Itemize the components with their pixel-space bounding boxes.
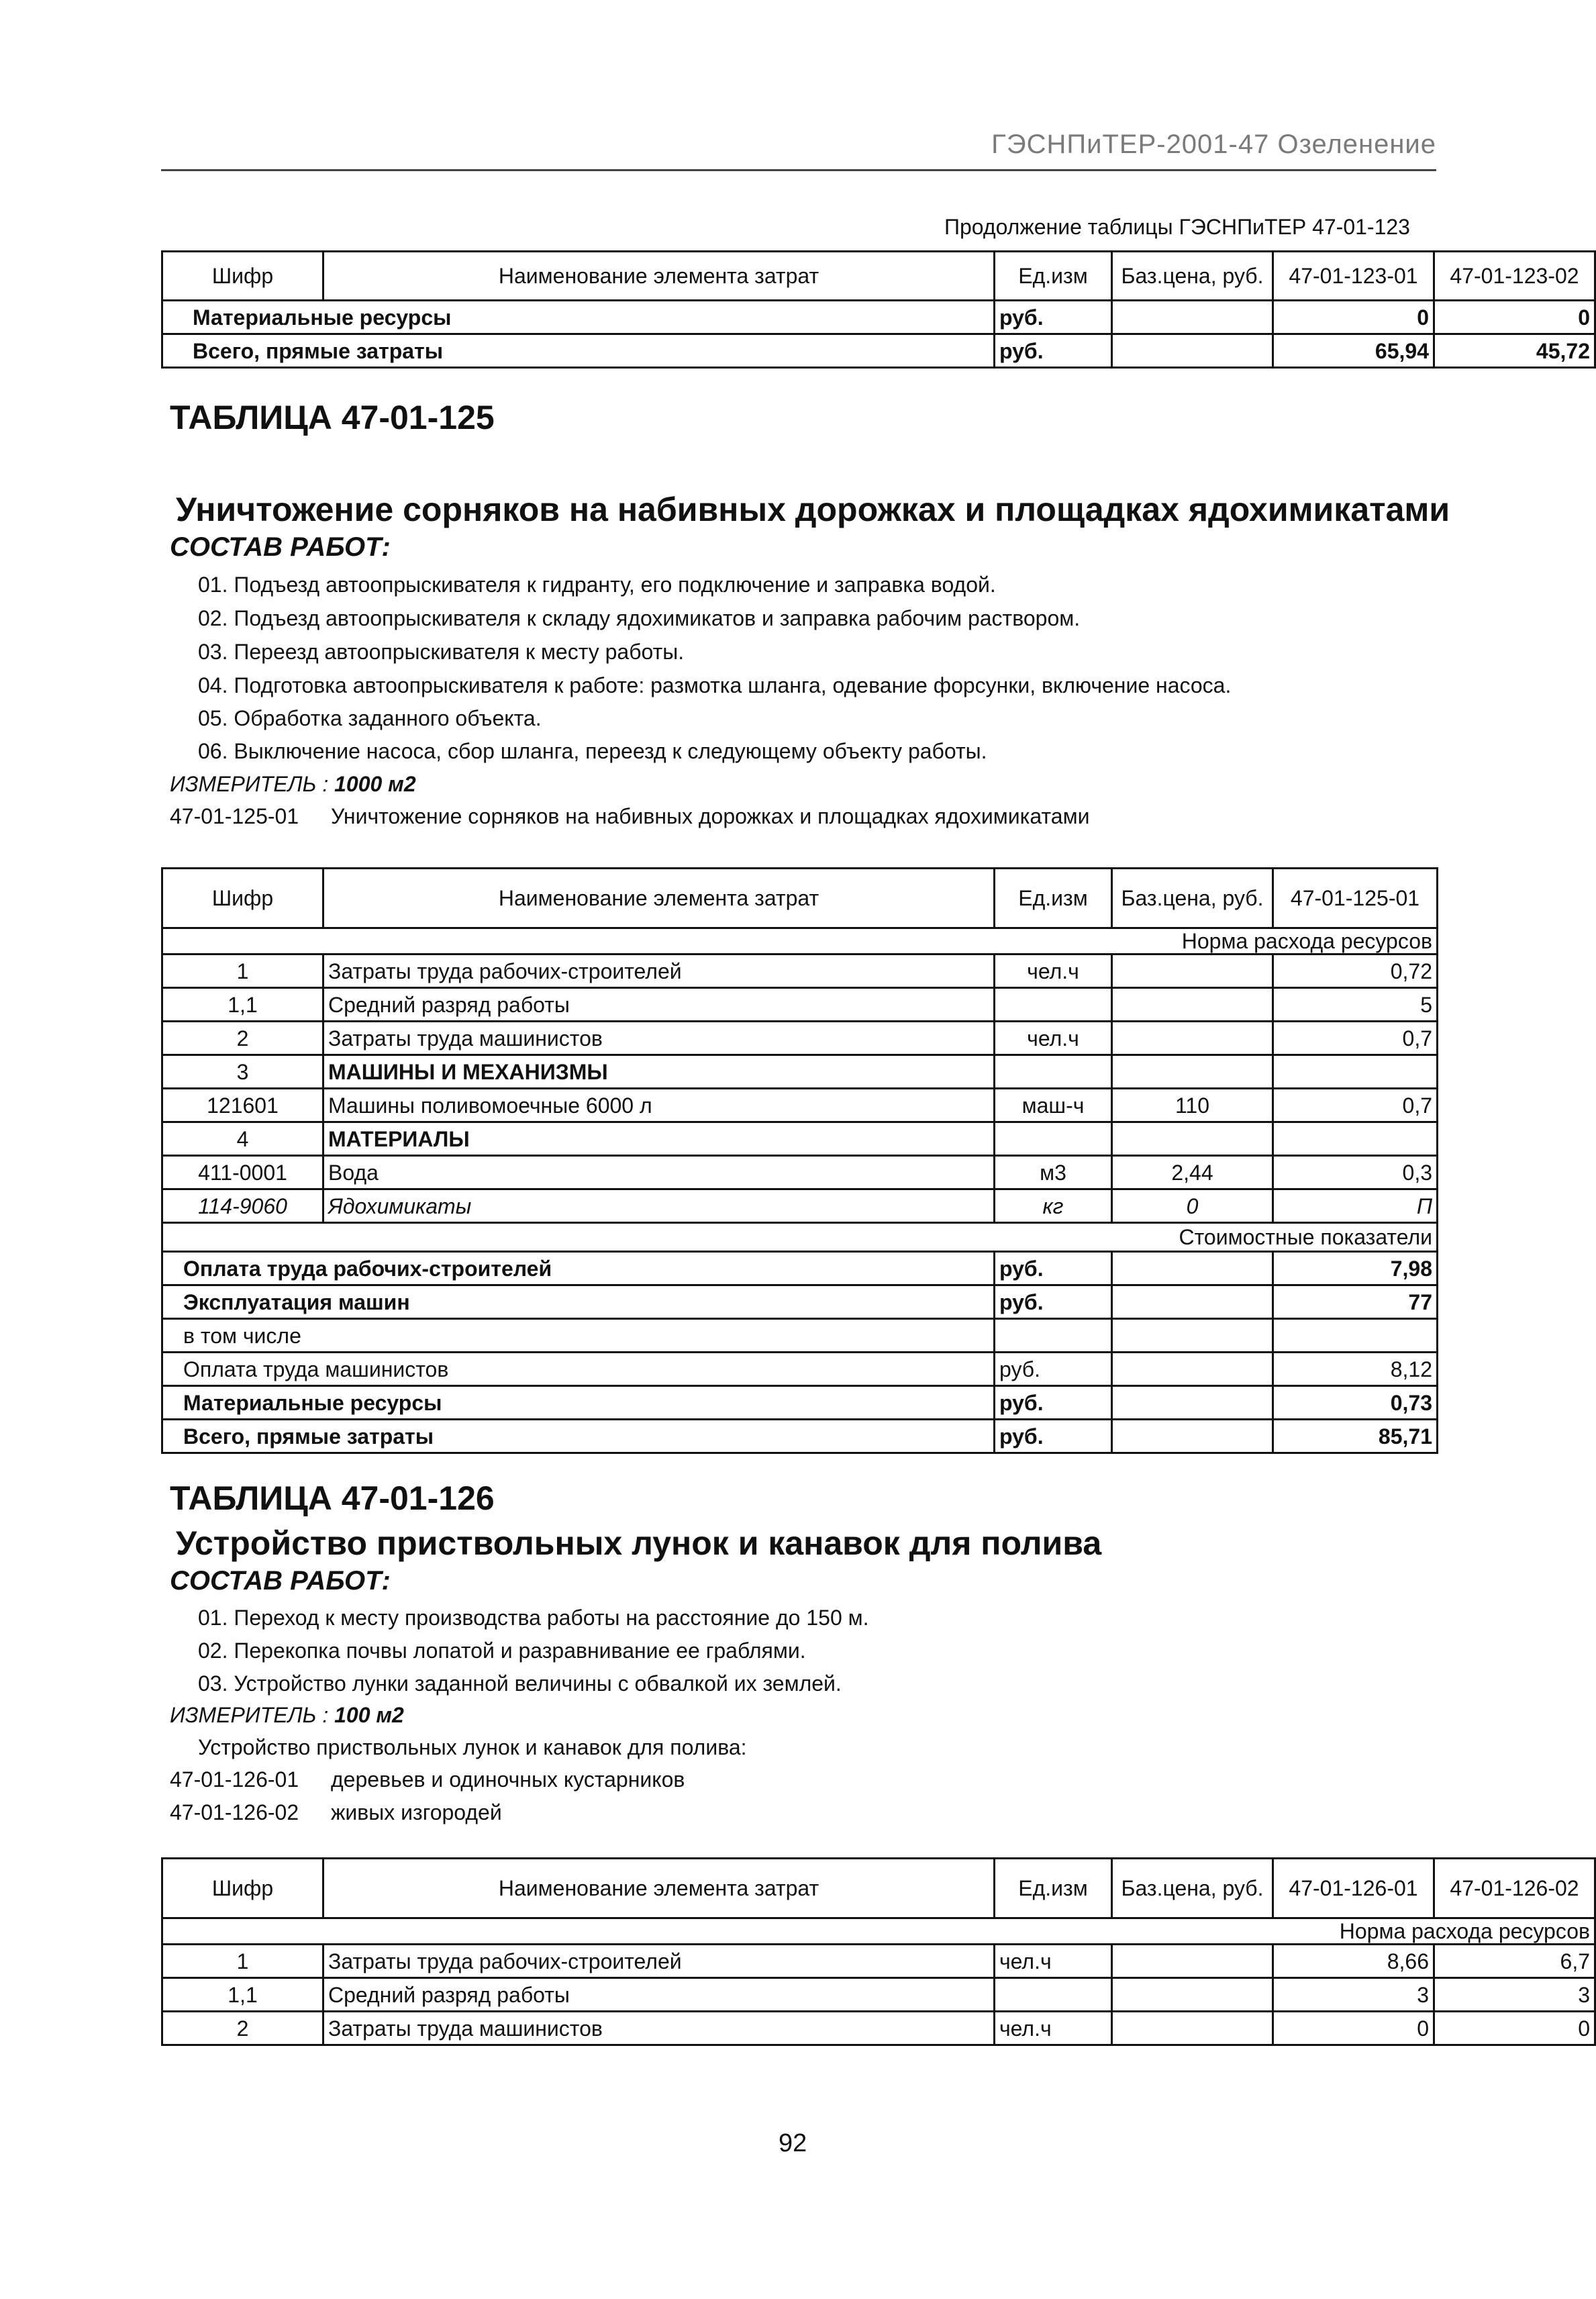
cost-value: 0,73 [1273, 1386, 1438, 1420]
table-row [162, 1022, 1438, 1055]
row-price: 110 [1112, 1089, 1273, 1122]
cost-value: 85,71 [1273, 1420, 1438, 1453]
row-price [1112, 301, 1273, 334]
row-name: Вода [323, 1156, 995, 1189]
norma-row [162, 928, 1438, 955]
cost-price [1112, 1252, 1273, 1285]
table-title: ТАБЛИЦА 47-01-125 [170, 399, 495, 436]
row-name: Ядохимикаты [323, 1189, 995, 1223]
row-value [1273, 1122, 1438, 1156]
cost-name: Всего, прямые затраты [162, 1420, 995, 1453]
table-row [162, 1089, 1438, 1122]
cost-row [162, 1252, 1438, 1285]
cost-unit: руб. [995, 1252, 1112, 1285]
row-name: Средний разряд работы [323, 988, 995, 1022]
row-unit: м3 [995, 1156, 1112, 1189]
row-value: 0 [1273, 301, 1434, 334]
row-code: 4 [162, 1122, 323, 1156]
measure-unit [170, 1703, 404, 1728]
code-line [170, 1767, 685, 1792]
table-row [162, 1055, 1438, 1089]
row-unit [995, 1978, 1112, 2012]
row-code: 114-9060 [162, 1189, 323, 1223]
work-step: 03. Устройство лунки заданной величины с обвалкой их землей. [198, 1671, 842, 1696]
row-value: 3 [1273, 1978, 1434, 2012]
cost-label-row [162, 1223, 1438, 1252]
code-description: живых изгородей [331, 1800, 502, 1824]
code-intro: Устройство приствольных лунок и канавок для полива: [198, 1735, 747, 1759]
cost-row [162, 1386, 1438, 1420]
cost-price [1112, 1285, 1273, 1319]
continuation-table [161, 250, 1596, 369]
row-price [1112, 955, 1273, 988]
measure-unit [170, 772, 416, 797]
row-code: 2 [162, 1022, 323, 1055]
cost-value: 7,98 [1273, 1252, 1438, 1285]
code-description: деревьев и одиночных кустарников [331, 1767, 685, 1792]
cost-price [1112, 1386, 1273, 1420]
cost-unit: руб. [995, 1353, 1112, 1386]
row-price [1112, 2012, 1273, 2045]
table-row [162, 2012, 1595, 2045]
cost-name: Оплата труда машинистов [162, 1353, 995, 1386]
row-price: 0 [1112, 1189, 1273, 1223]
table-row [162, 301, 1595, 334]
row-unit: чел.ч [995, 2012, 1112, 2045]
col-header: Шифр [162, 252, 323, 301]
cost-price [1112, 1353, 1273, 1386]
table-title: ТАБЛИЦА 47-01-126 [170, 1479, 495, 1517]
cost-name: в том числе [162, 1319, 995, 1353]
work-step: 03. Переезд автоопрыскивателя к месту работы. [198, 640, 685, 664]
row-unit: руб. [995, 334, 1112, 368]
row-value: П [1273, 1189, 1438, 1223]
col-header: Наименование элемента затрат [323, 869, 995, 928]
cost-unit: руб. [995, 1285, 1112, 1319]
row-name: Машины поливомоечные 6000 л [323, 1089, 995, 1122]
norma-label: Норма расхода ресурсов [162, 1918, 1595, 1945]
work-step: 01. Подъезд автоопрыскивателя к гидранту, его подключение и заправка водой. [198, 573, 996, 597]
running-title: ГЭСНПиТЕР-2001-47 Озеленение [991, 130, 1436, 159]
row-value: 5 [1273, 988, 1438, 1022]
table-header-row [162, 1859, 1595, 1918]
row-code: 1,1 [162, 1978, 323, 2012]
resource-table-125 [161, 867, 1438, 1454]
row-value: 0 [1434, 2012, 1595, 2045]
measure-label: ИЗМЕРИТЕЛЬ : [170, 772, 329, 796]
col-header: Наименование элемента затрат [323, 252, 995, 301]
row-unit: руб. [995, 301, 1112, 334]
norma-row [162, 1918, 1595, 1945]
cost-name: Оплата труда рабочих-строителей [162, 1252, 995, 1285]
table-row [162, 1978, 1595, 2012]
cost-price [1112, 1319, 1273, 1353]
work-composition-label: СОСТАВ РАБОТ: [170, 532, 391, 562]
code-line [170, 1800, 502, 1825]
row-code: 3 [162, 1055, 323, 1089]
page-number: 92 [779, 2129, 807, 2157]
row-name: Всего, прямые затраты [162, 334, 995, 368]
row-unit: маш-ч [995, 1089, 1112, 1122]
table-row [162, 1189, 1438, 1223]
row-name: МАТЕРИАЛЫ [323, 1122, 995, 1156]
row-value: 0,3 [1273, 1156, 1438, 1189]
work-step: 01. Переход к месту производства работы на расстояние до 150 м. [198, 1606, 869, 1630]
table-row [162, 334, 1595, 368]
measure-label: ИЗМЕРИТЕЛЬ : [170, 1703, 329, 1727]
cost-price [1112, 1420, 1273, 1453]
table-row [162, 1122, 1438, 1156]
row-unit [995, 1055, 1112, 1089]
cost-value [1273, 1319, 1438, 1353]
measure-value: 1000 м2 [334, 772, 416, 796]
code-line [170, 804, 1089, 829]
row-price [1112, 334, 1273, 368]
measure-value: 100 м2 [334, 1703, 404, 1727]
col-header: Баз.цена, руб. [1112, 869, 1273, 928]
row-value [1273, 1055, 1438, 1089]
col-header: 47-01-123-01 [1273, 252, 1434, 301]
col-header: 47-01-125-01 [1273, 869, 1438, 928]
work-step: 05. Обработка заданного объекта. [198, 706, 542, 730]
row-code: 121601 [162, 1089, 323, 1122]
code: 47-01-126-01 [170, 1767, 299, 1792]
work-step: 04. Подготовка автоопрыскивателя к работе: размотка шланга, одевание форсунки, включение насоса. [198, 673, 1232, 697]
row-value: 0 [1273, 2012, 1434, 2045]
col-header: 47-01-126-02 [1434, 1859, 1595, 1918]
table-header-row [162, 252, 1595, 301]
work-composition-label: СОСТАВ РАБОТ: [170, 1566, 391, 1596]
code-description: Уничтожение сорняков на набивных дорожках и площадках ядохимикатами [331, 804, 1090, 828]
row-price [1112, 1945, 1273, 1978]
table-row [162, 955, 1438, 988]
work-step: 06. Выключение насоса, сбор шланга, переезд к следующему объекту работы. [198, 739, 987, 763]
row-unit: чел.ч [995, 1022, 1112, 1055]
resource-table-126 [161, 1857, 1596, 2046]
col-header: Баз.цена, руб. [1112, 252, 1273, 301]
cost-unit [995, 1319, 1112, 1353]
cost-row [162, 1353, 1438, 1386]
col-header: Ед.изм [995, 252, 1112, 301]
row-name: МАШИНЫ И МЕХАНИЗМЫ [323, 1055, 995, 1089]
row-unit: кг [995, 1189, 1112, 1223]
cost-name: Материальные ресурсы [162, 1386, 995, 1420]
row-unit: чел.ч [995, 1945, 1112, 1978]
work-step: 02. Перекопка почвы лопатой и разравнивание ее граблями. [198, 1638, 806, 1663]
row-value: 0,72 [1273, 955, 1438, 988]
col-header: Ед.изм [995, 869, 1112, 928]
norma-label: Норма расхода ресурсов [162, 928, 1438, 955]
code: 47-01-125-01 [170, 804, 299, 828]
col-header: Баз.цена, руб. [1112, 1859, 1273, 1918]
code: 47-01-126-02 [170, 1800, 299, 1824]
row-value: 0 [1434, 301, 1595, 334]
row-value: 0,7 [1273, 1089, 1438, 1122]
col-header: Шифр [162, 1859, 323, 1918]
col-header: Шифр [162, 869, 323, 928]
work-step: 02. Подъезд автоопрыскивателя к складу ядохимикатов и заправка рабочим раствором. [198, 606, 1081, 630]
row-value: 8,66 [1273, 1945, 1434, 1978]
row-code: 1 [162, 955, 323, 988]
col-header: 47-01-126-01 [1273, 1859, 1434, 1918]
row-value: 3 [1434, 1978, 1595, 2012]
cost-unit: руб. [995, 1420, 1112, 1453]
row-price: 2,44 [1112, 1156, 1273, 1189]
row-value: 0,7 [1273, 1022, 1438, 1055]
cost-row [162, 1285, 1438, 1319]
col-header: Ед.изм [995, 1859, 1112, 1918]
header-rule [161, 169, 1436, 171]
section-title: Уничтожение сорняков на набивных дорожках и площадках ядохимикатами [176, 491, 1450, 528]
row-name: Затраты труда машинистов [323, 2012, 995, 2045]
table-caption: Продолжение таблицы ГЭСНПиТЕР 47-01-123 [944, 215, 1410, 239]
row-code: 1 [162, 1945, 323, 1978]
cost-label: Стоимостные показатели [162, 1223, 1438, 1252]
row-value: 6,7 [1434, 1945, 1595, 1978]
cost-unit: руб. [995, 1386, 1112, 1420]
row-value: 65,94 [1273, 334, 1434, 368]
cost-value: 8,12 [1273, 1353, 1438, 1386]
row-unit [995, 988, 1112, 1022]
row-price [1112, 1022, 1273, 1055]
page-header [161, 124, 1436, 171]
table-row [162, 1156, 1438, 1189]
row-name: Затраты труда рабочих-строителей [323, 1945, 995, 1978]
row-code: 411-0001 [162, 1156, 323, 1189]
table-row [162, 988, 1438, 1022]
row-code: 1,1 [162, 988, 323, 1022]
row-price [1112, 1978, 1273, 2012]
cost-row [162, 1420, 1438, 1453]
cost-row [162, 1319, 1438, 1353]
row-name: Средний разряд работы [323, 1978, 995, 2012]
row-unit [995, 1122, 1112, 1156]
row-price [1112, 1122, 1273, 1156]
section-title: Устройство приствольных лунок и канавок для полива [176, 1524, 1102, 1562]
row-code: 2 [162, 2012, 323, 2045]
row-price [1112, 988, 1273, 1022]
row-unit: чел.ч [995, 955, 1112, 988]
cost-name: Эксплуатация машин [162, 1285, 995, 1319]
table-row [162, 1945, 1595, 1978]
row-name: Материальные ресурсы [162, 301, 995, 334]
table-header-row [162, 869, 1438, 928]
col-header: Наименование элемента затрат [323, 1859, 995, 1918]
row-name: Затраты труда рабочих-строителей [323, 955, 995, 988]
row-price [1112, 1055, 1273, 1089]
col-header: 47-01-123-02 [1434, 252, 1595, 301]
cost-value: 77 [1273, 1285, 1438, 1319]
row-value: 45,72 [1434, 334, 1595, 368]
row-name: Затраты труда машинистов [323, 1022, 995, 1055]
